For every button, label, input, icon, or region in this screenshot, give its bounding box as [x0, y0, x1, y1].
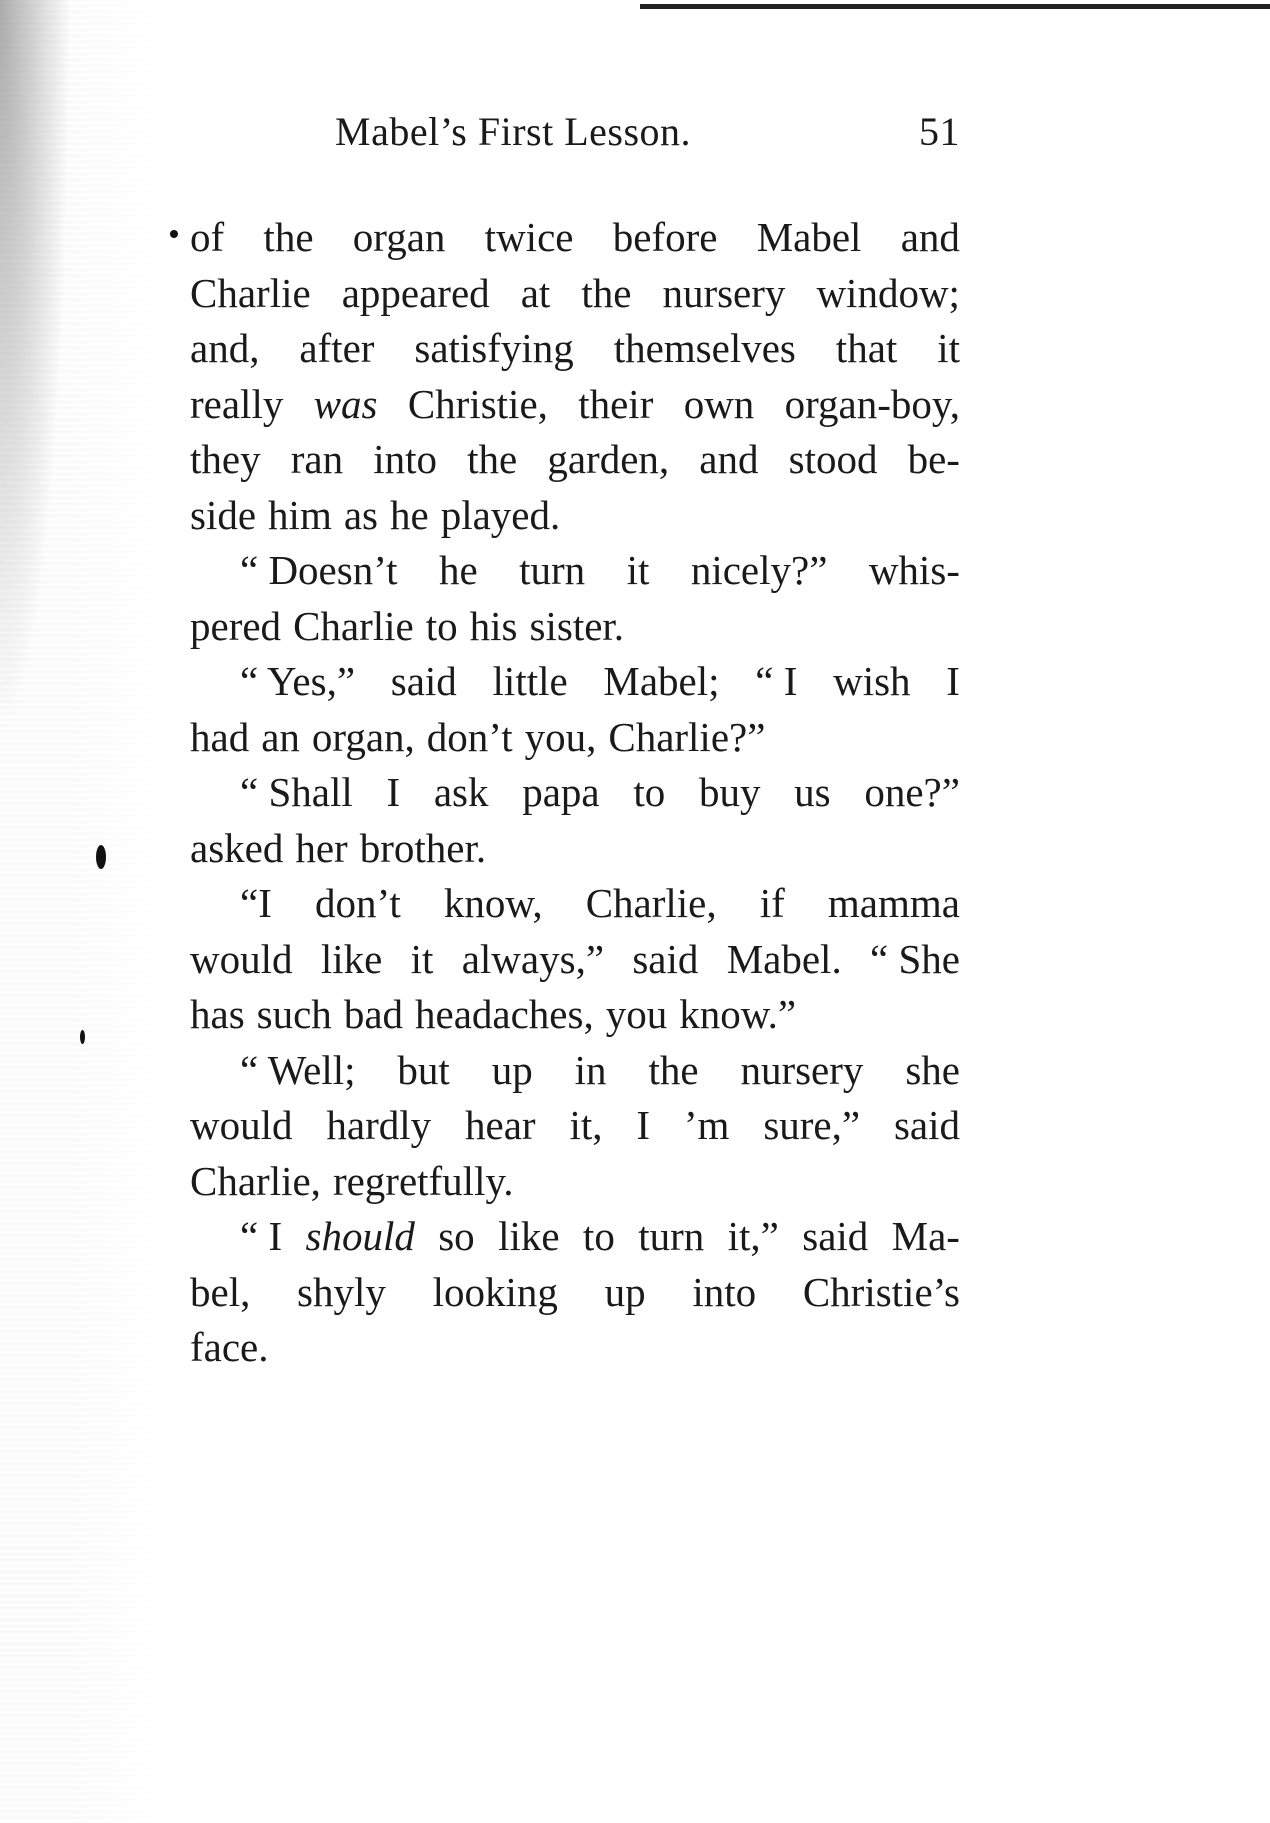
- word: after: [299, 325, 375, 371]
- word: Mabel;: [603, 658, 720, 704]
- word: pered: [190, 602, 282, 649]
- word: so: [438, 1213, 475, 1259]
- word: buy: [698, 769, 761, 815]
- word: at: [520, 269, 551, 316]
- ink-speck: [80, 1030, 85, 1044]
- word: their: [578, 380, 654, 427]
- text-line: [190, 432, 960, 488]
- word: would: [190, 935, 293, 982]
- word: he: [390, 491, 429, 538]
- word: really: [190, 380, 284, 427]
- word: ran: [290, 436, 344, 482]
- word: you,: [524, 713, 597, 760]
- word: organ,: [311, 713, 415, 760]
- word: said: [893, 1102, 960, 1148]
- word: to: [582, 1213, 615, 1259]
- word: “ I: [240, 1213, 283, 1259]
- word: he: [438, 547, 478, 593]
- word: headaches,: [415, 991, 594, 1037]
- word: know.”: [679, 991, 797, 1037]
- text-line: [190, 1154, 960, 1210]
- word: Christie’s: [802, 1268, 960, 1315]
- word: she: [905, 1046, 960, 1093]
- word: Mabel.: [726, 935, 842, 982]
- text-line: [190, 765, 960, 821]
- word: ask: [433, 769, 489, 815]
- word: looking: [432, 1268, 558, 1315]
- word: stood: [788, 436, 878, 482]
- word: I: [636, 1102, 651, 1148]
- word: was: [313, 380, 378, 427]
- word: organ: [352, 214, 446, 260]
- word: Charlie,: [190, 1157, 321, 1204]
- word: mamma: [827, 880, 960, 926]
- word: know,: [443, 880, 543, 926]
- word: the: [581, 269, 632, 316]
- word: like: [320, 935, 383, 982]
- word: such: [256, 991, 332, 1037]
- word: garden,: [547, 436, 670, 482]
- word: has: [190, 991, 245, 1037]
- word: own: [683, 380, 755, 427]
- word: Mabel: [756, 214, 862, 260]
- word: you: [605, 991, 668, 1037]
- word: played.: [440, 491, 561, 538]
- word: “ She: [870, 935, 960, 982]
- word: it,”: [727, 1213, 779, 1259]
- word: face.: [190, 1324, 269, 1370]
- word: like: [498, 1213, 560, 1259]
- word: “I: [240, 880, 272, 926]
- text-line: [190, 1043, 960, 1099]
- word: “ Doesn’t: [240, 547, 398, 593]
- word: up: [491, 1046, 533, 1093]
- word: and,: [190, 325, 260, 371]
- word: sister.: [529, 602, 625, 649]
- word: brother.: [359, 824, 487, 871]
- text-line: [190, 1209, 960, 1265]
- word: if: [759, 880, 785, 926]
- word: it: [410, 935, 434, 982]
- word: and: [699, 436, 759, 482]
- word: “ Well;: [240, 1046, 356, 1093]
- word: hardly: [326, 1102, 432, 1148]
- word: into: [373, 436, 437, 482]
- word: in: [574, 1046, 607, 1093]
- word: themselves: [613, 325, 796, 371]
- word: little: [492, 658, 568, 704]
- word: one?”: [864, 769, 960, 815]
- word: they: [190, 436, 261, 482]
- word: don’t: [426, 713, 513, 760]
- word: but: [397, 1046, 450, 1093]
- word: his: [469, 602, 518, 649]
- word: had: [190, 713, 250, 760]
- word: always,”: [461, 935, 605, 982]
- body-text: [190, 210, 960, 1376]
- word: regretfully.: [332, 1157, 514, 1204]
- word: sure,”: [763, 1102, 861, 1148]
- word: it: [937, 325, 960, 371]
- word: should: [305, 1213, 415, 1259]
- word: whis-: [868, 547, 960, 593]
- word: I: [386, 769, 401, 815]
- word: asked: [190, 824, 284, 871]
- word: Charlie: [293, 602, 414, 649]
- text-line: [190, 1320, 960, 1376]
- word: and: [900, 214, 960, 260]
- word: twice: [484, 214, 574, 260]
- text-line: [190, 488, 960, 544]
- word: Ma-: [891, 1213, 960, 1259]
- word: turn: [519, 547, 586, 593]
- word: of: [190, 214, 225, 260]
- word: “ Shall: [240, 769, 353, 815]
- top-rule: [640, 4, 1270, 9]
- text-line: [190, 987, 960, 1043]
- word: the: [648, 1046, 699, 1093]
- word: would: [190, 1102, 293, 1148]
- word: Charlie?”: [608, 713, 766, 760]
- word: ’m: [683, 1102, 730, 1148]
- word: bad: [343, 991, 404, 1037]
- word: said: [632, 935, 699, 982]
- text-line: [190, 932, 960, 988]
- word: the: [263, 214, 314, 260]
- word: window;: [816, 269, 960, 316]
- word: “ I: [755, 658, 798, 704]
- word: to: [633, 769, 666, 815]
- word: Charlie,: [585, 880, 717, 926]
- word: nursery: [740, 1046, 864, 1093]
- text-line: [190, 543, 960, 599]
- word: to: [425, 602, 458, 649]
- page-number: 51: [919, 109, 960, 154]
- word: an: [261, 713, 300, 760]
- word: shyly: [297, 1268, 386, 1315]
- text-line: [190, 821, 960, 877]
- word: up: [604, 1268, 646, 1315]
- text-line: [190, 1265, 960, 1321]
- running-header: [335, 108, 960, 158]
- word: it,: [569, 1102, 603, 1148]
- word: said: [390, 658, 457, 704]
- word: as: [343, 491, 378, 538]
- text-line: [190, 210, 960, 266]
- word: it: [626, 547, 650, 593]
- word: hear: [465, 1102, 536, 1148]
- text-line: [190, 710, 960, 766]
- text-line: [190, 266, 960, 322]
- word: appeared: [341, 269, 490, 316]
- word: said: [802, 1213, 869, 1259]
- text-line: [190, 654, 960, 710]
- word: turn: [638, 1213, 705, 1259]
- word: I: [946, 658, 960, 704]
- word: papa: [522, 769, 600, 815]
- word: “ Yes,”: [240, 658, 356, 704]
- text-line: [190, 321, 960, 377]
- word: don’t: [314, 880, 401, 926]
- ink-speck: [96, 845, 106, 869]
- word: nicely?”: [690, 547, 828, 593]
- text-line: [190, 377, 960, 433]
- word: satisfying: [414, 325, 574, 371]
- page-gutter-shadow: [0, 0, 175, 1823]
- word: Charlie: [190, 269, 311, 316]
- word: her: [295, 824, 348, 871]
- running-title: Mabel’s First Lesson.: [335, 109, 692, 154]
- word: organ-boy,: [784, 380, 960, 427]
- word: that: [835, 325, 898, 371]
- text-line: [190, 1098, 960, 1154]
- word: the: [467, 436, 518, 482]
- text-line: [190, 599, 960, 655]
- word: us: [794, 769, 831, 815]
- word: before: [612, 214, 718, 260]
- word: wish: [833, 658, 911, 704]
- word: him: [268, 491, 332, 538]
- text-line: [190, 876, 960, 932]
- word: into: [692, 1268, 757, 1315]
- word: Christie,: [407, 380, 548, 427]
- word: nursery: [662, 269, 786, 316]
- word: be-: [907, 436, 960, 482]
- ink-speck: [170, 230, 178, 238]
- word: bel,: [190, 1268, 251, 1315]
- word: side: [190, 491, 257, 538]
